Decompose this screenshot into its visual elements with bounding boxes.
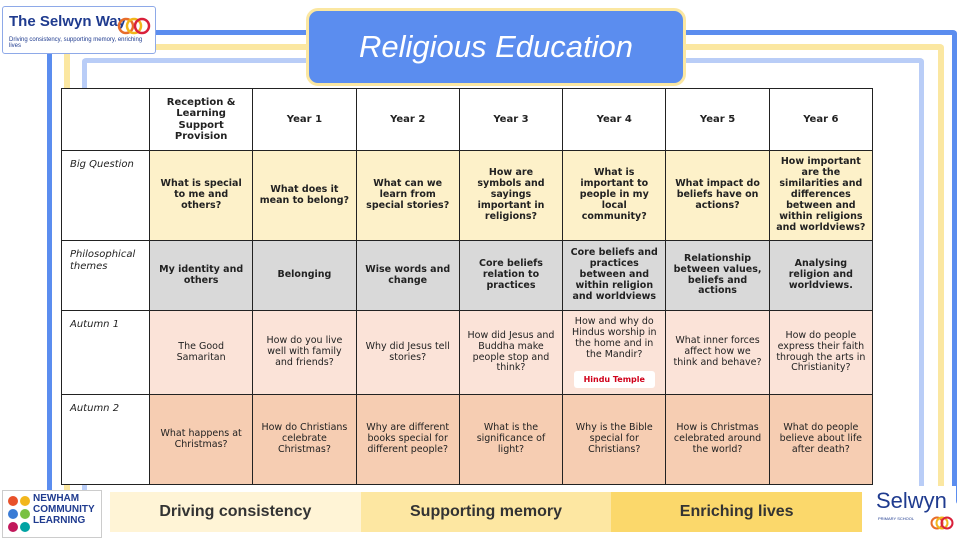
table-cell: What is the significance of light? <box>459 395 562 485</box>
page-title: Religious Education <box>306 8 686 86</box>
table-row <box>62 241 873 311</box>
table-cell: How are symbols and sayings important in religions? <box>459 151 562 241</box>
selwyn-rings-icon <box>930 514 954 532</box>
table-cell: How do Christians celebrate Christmas? <box>253 395 356 485</box>
corner-cell <box>62 89 150 151</box>
cell-text: How and why do Hindus worship in the home and in the Mandir? <box>571 316 657 360</box>
column-header: Year 1 <box>253 89 356 151</box>
curriculum-table <box>61 88 873 485</box>
column-header: Year 3 <box>459 89 562 151</box>
table-cell: What inner forces affect how we think and behave? <box>666 311 769 395</box>
table-cell: What can we learn from special stories? <box>356 151 459 241</box>
table-row <box>62 151 873 241</box>
table-cell: Analysing religion and worldviews. <box>769 241 872 311</box>
rings-logo-icon <box>117 15 151 37</box>
table-cell: Core beliefs and practices between and within religion and worldviews <box>563 241 666 311</box>
newham-community-learning-logo <box>2 490 102 538</box>
table-cell: My identity and others <box>150 241 253 311</box>
people-dots-icon <box>6 495 32 533</box>
table-cell: What is special to me and others? <box>150 151 253 241</box>
row-label: Autumn 2 <box>62 395 150 485</box>
column-header: Year 4 <box>563 89 666 151</box>
table-cell: Relationship between values, beliefs and actions <box>666 241 769 311</box>
hindu-temple-badge: Hindu Temple <box>574 371 655 388</box>
column-header: Reception & Learning Support Provision <box>150 89 253 151</box>
table-cell: What happens at Christmas? <box>150 395 253 485</box>
ncl-logo-text: NEWHAM COMMUNITY LEARNING <box>33 493 95 526</box>
value-supporting-memory: Supporting memory <box>361 492 612 532</box>
selwyn-logo-text: Selwyn <box>876 488 947 513</box>
table-cell: Why did Jesus tell stories? <box>356 311 459 395</box>
table-cell: The Good Samaritan <box>150 311 253 395</box>
row-label: Big Question <box>62 151 150 241</box>
selwyn-school-logo <box>872 486 956 536</box>
table-cell: How important are the similarities and differences between and within religions and worldviews? <box>769 151 872 241</box>
column-header: Year 2 <box>356 89 459 151</box>
table-cell: How did Jesus and Buddha make people stop and think? <box>459 311 562 395</box>
table-cell: What is important to people in my local community? <box>563 151 666 241</box>
table-cell: How do you live well with family and friends? <box>253 311 356 395</box>
table-cell: How do people express their faith through the arts in Christianity? <box>769 311 872 395</box>
selwyn-way-logo <box>2 6 156 54</box>
table-cell <box>563 311 666 395</box>
table-cell: Wise words and change <box>356 241 459 311</box>
table-cell: How is Christmas celebrated around the world? <box>666 395 769 485</box>
row-label: Autumn 1 <box>62 311 150 395</box>
table-cell: Core beliefs relation to practices <box>459 241 562 311</box>
table-cell: Belonging <box>253 241 356 311</box>
table-cell: What impact do beliefs have on actions? <box>666 151 769 241</box>
logo-title: The Selwyn Way <box>9 13 126 30</box>
value-enriching-lives: Enriching lives <box>611 492 862 532</box>
table-cell: What do people believe about life after death? <box>769 395 872 485</box>
table-row <box>62 311 873 395</box>
header-row <box>62 89 873 151</box>
value-driving-consistency: Driving consistency <box>110 492 361 532</box>
table-cell: Why are different books special for different people? <box>356 395 459 485</box>
table-row <box>62 395 873 485</box>
row-label: Philosophical themes <box>62 241 150 311</box>
column-header: Year 5 <box>666 89 769 151</box>
values-strip <box>110 492 862 532</box>
selwyn-logo-subtext: PRIMARY SCHOOL <box>878 516 915 521</box>
column-header: Year 6 <box>769 89 872 151</box>
table-cell: What does it mean to belong? <box>253 151 356 241</box>
table-cell: Why is the Bible special for Christians? <box>563 395 666 485</box>
logo-subtitle: Driving consistency, supporting memory, enriching lives <box>9 37 143 49</box>
